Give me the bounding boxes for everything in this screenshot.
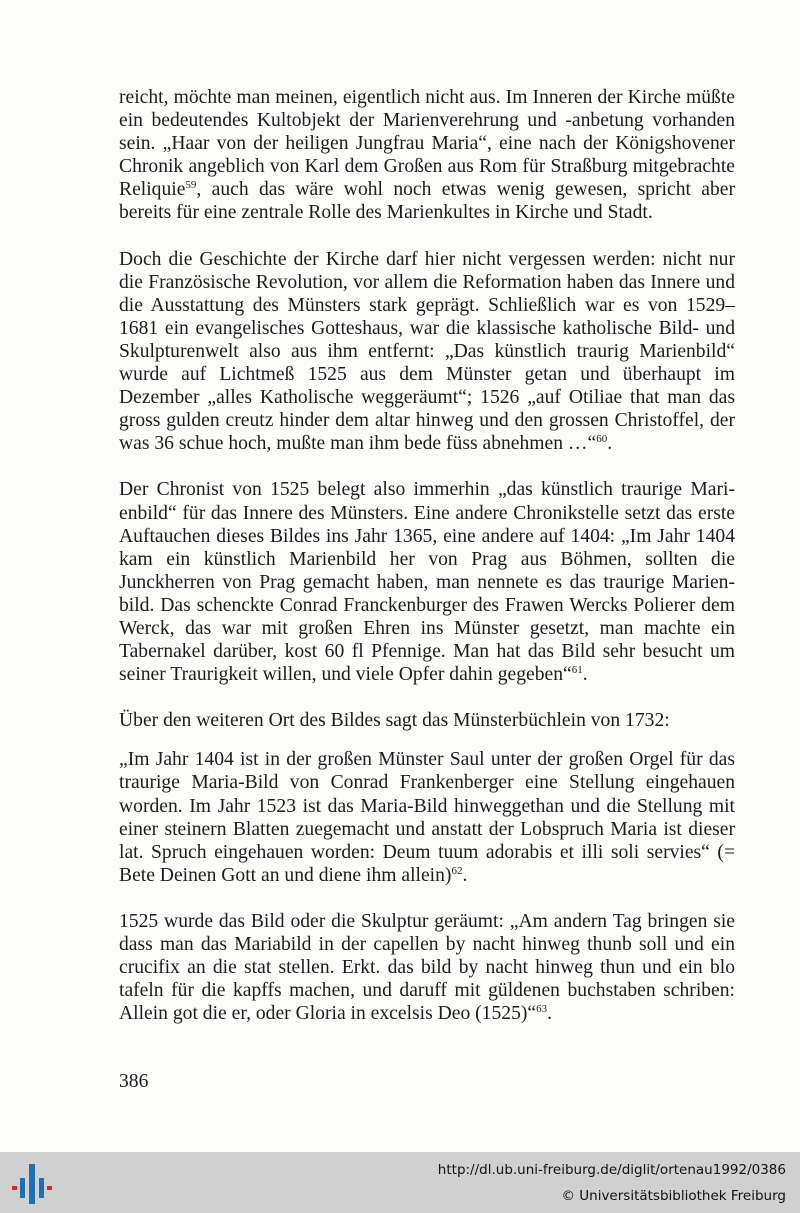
main-text	[119, 86, 735, 1048]
footnote-ref-61[interactable]: 61	[571, 664, 583, 677]
footnote-ref-63[interactable]: 63	[536, 1003, 548, 1016]
paragraph-text-tail: .	[462, 864, 468, 886]
paragraph-text-tail: , auch das wäre wohl noch etwas wenig gewesen, spricht aber bereits für eine zentrale Rolle des Marienkultes in Kirche und Stadt.	[119, 179, 735, 224]
paragraph-text: Der Chronist von 1525 belegt also immerhin „das künstlich traurige Marienbild“ für das Innere des Münsters. Eine andere Chronikstelle setzt das erste Auftauchen dieses Bildes ins Jahr 1365, eine andere auf 1404: „Im Jahr 1404 kam ein künstlich Marienbild her von Prag aus Böhmen, sollten die Junckherren von Prag gemacht haben, man nennete es das traurige Marienbild. Das schenckte Conrad Franckenburger des Frawen Wercks Polierer dem Werck, das war mit großen Ehren ins Münster gesetzt, man machte ein Tabernakel darüber, kost 60 fl Pfennige. Man hat das Bild sehr besucht um seiner Traurigkeit willen, und viele Opfer dahin gegeben“	[119, 479, 735, 686]
copyright-notice: © Universitätsbibliothek Freiburg	[561, 1188, 786, 1204]
footnote-ref-62[interactable]: 62	[451, 864, 463, 877]
paragraph-text: Doch die Geschichte der Kirche darf hier nicht vergessen werden: nicht nur die Französische Revolution, vor allem die Reformation haben das Innere und die Ausstattung des Münsters stark geprägt. Schließlich war es von 1529–1681 ein evangelisches Gotteshaus, war die klassische katholische Bild- und Skulpturenwelt also aus ihm entfernt: „Das künstlich traurig Marienbild“ wurde auf Lichtmeß 1525 aus dem Münster getan und überhaupt im Dezember „alles Katholische weggeräumt“; 1526 „auf Otiliae that man das gross gulden creutz hinder dem altar hinweg und den grossen Christoffel, der was 36 schue hoch, mußte man ihm bede füss abnehmen …“	[119, 248, 735, 455]
footer-bar	[0, 1152, 800, 1213]
paragraph-text: reicht, möchte man meinen, eigentlich nicht aus. Im Inneren der Kirche müßte ein bedeutendes Kultobjekt der Marienverehrung und -anbetung vorhanden sein. „Haar von der heiligen Jungfrau Maria“, eine nach der Königshovener Chronik angeblich von Karl dem Großen aus Rom für Straßburg mitgebrachte Reliquie	[119, 87, 735, 201]
paragraph-4	[119, 709, 735, 732]
paragraph-text: Über den weiteren Ort des Bildes sagt das Münsterbüchlein von 1732:	[119, 710, 670, 732]
paragraph-text: „Im Jahr 1404 ist in der großen Münster Saul unter der großen Orgel für das traurige Maria-Bild von Conrad Frankenberger eine Stellung eingehauen worden. Im Jahr 1523 ist das Maria-Bild hinweggethan und die Stellung mit einer steinern Blatten zuegemacht und anstatt der Lobspruch Maria ist dieser lat. Spruch eingehauen worden: Deum tuum adorabis et illi soli servies“ (= Bete Deinen Gott an und diene ihm allein)	[119, 749, 735, 886]
footnote-ref-60[interactable]: 60	[596, 433, 608, 446]
paragraph-3	[119, 478, 735, 686]
paragraph-text: 1525 wurde das Bild oder die Skulptur geräumt: „Am andern Tag bringen sie dass man das Mariabild in der capellen by nacht hinweg thunb soll und ein crucifix an die stat stellen. Erkt. das bild by nacht hinweg thun und ein blo tafeln für die kapffs machen, und daruff mit güldenen buchstaben schriben: Allein got die er, oder Gloria in excelsis Deo (1525)“	[119, 910, 735, 1025]
paragraph-text-tail: .	[582, 664, 588, 686]
block-quote	[119, 748, 735, 887]
source-url-link[interactable]: http://dl.ub.uni-freiburg.de/diglit/ortenau1992/0386	[437, 1162, 786, 1178]
paragraph-1	[119, 86, 735, 225]
paragraph-text-tail: .	[607, 433, 613, 455]
paragraph-2	[119, 248, 735, 456]
paragraph-text-tail: .	[547, 1003, 552, 1025]
page-number: 386	[119, 1071, 149, 1092]
ub-freiburg-logo-icon[interactable]	[12, 1160, 52, 1208]
footnote-ref-59[interactable]: 59	[185, 179, 197, 192]
paragraph-6	[119, 910, 735, 1025]
